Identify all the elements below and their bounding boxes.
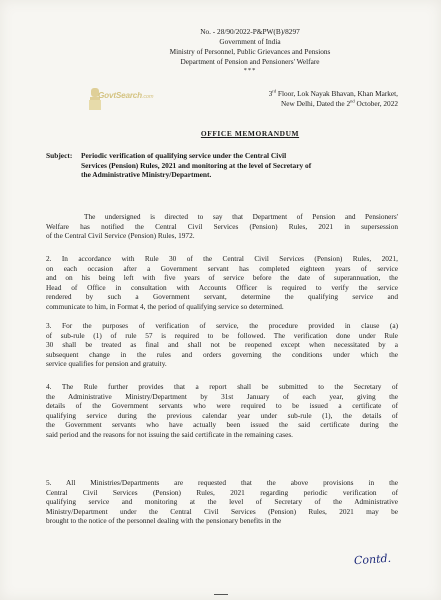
paragraph-5: [46, 478, 398, 526]
subject-line-2: Services (Pension) Rules, 2021 and monitoring at the level of Secretary of: [81, 160, 312, 170]
p5-line: brought to the notice of the personnel dealing with the pensionary benefits in the: [46, 516, 282, 526]
watermark-logo: [88, 86, 154, 114]
p2-line: 2. In accordance with Rule 30 of the Central Civil Services (Pension) Rules, 2021,: [46, 254, 398, 263]
p3-line: subsequent change in the rules and orders governing the conditions under which the: [46, 349, 398, 359]
p4-line: the Government servants who have actually been issued the said certificate during the: [46, 420, 398, 430]
p5-line: Central Civil Services (Pension) Rules, 2021 regarding periodic verification of: [46, 487, 398, 497]
date-line: New Delhi, Dated the 2nd October, 2022: [281, 98, 398, 108]
address-line: 3rd Floor, Lok Nayak Bhavan, Khan Market,: [268, 88, 398, 98]
logo-text: GovtSearch.com: [98, 91, 154, 100]
p3-line: 3. For the purposes of verification of service, the procedure provided in clause (a): [46, 321, 398, 330]
memo-title: OFFICE MEMORANDUM: [200, 129, 300, 138]
p1-line: The undersigned is directed to say that Department of Pension and Pensioners': [84, 212, 398, 221]
p1-line: of the Central Civil Service (Pension) Rules, 1972.: [46, 231, 195, 241]
subject-block: [46, 151, 398, 180]
ministry-line: Ministry of Personnel, Public Grievances and Pensions: [169, 47, 331, 56]
page-bottom-mark: [214, 594, 228, 595]
p5-line: qualifying service and monitoring at the level of Secretary of the Administrative: [46, 497, 398, 507]
p3-line: of sub-rule (1) of rule 57 is required to be followed. The verification done under Rule: [46, 330, 398, 340]
p1-line: Welfare has notified the Central Civil Services (Pension) Rules, 2021 in supersession: [46, 221, 398, 231]
p4-line: 4. The Rule further provides that a report shall be submitted to the Secretary of: [46, 382, 398, 391]
p2-line: on each occasion after a Government servant has completed eighteen years of service: [46, 263, 398, 273]
p2-line: rendered by such a Government servant, determine the qualifying service and: [46, 292, 398, 302]
government-line: Government of India: [219, 37, 281, 46]
p3-line: service qualifies for pension and gratuity.: [46, 359, 167, 369]
department-line: Department of Pension and Pensioners' Welfare: [180, 57, 320, 66]
p4-line: details of the Government servants who were required to be issued a certificate of: [46, 401, 398, 411]
p2-line: and on his being left with five years of service before the date of superannuation, the: [46, 273, 398, 283]
paragraph-2: [46, 254, 398, 312]
paragraph-1: [46, 212, 398, 241]
p4-line: the Administrative Ministry/Department by 31st January of each year, giving the: [46, 391, 398, 401]
p2-line: Head of Office in consultation with Accounts Officer is required to verify the service: [46, 282, 398, 292]
paragraph-4: [46, 382, 398, 440]
p4-line: qualifying service during the previous calendar year under sub-rule (1), the details of: [46, 410, 398, 420]
p4-line: said period and the reasons for not issuing the said certificate in the remaining cases.: [46, 429, 294, 439]
p2-line: communicate to him, in Format 4, the period of qualifying service so determined.: [46, 301, 284, 311]
continued-note: Contd.: [353, 551, 392, 568]
file-number: No. - 28/90/2022-P&PW(B)/8297: [200, 27, 300, 36]
p5-line: Ministry/Department under the Central Civil Services (Pension) Rules, 2021 may be: [46, 506, 398, 516]
p5-line: 5. All Ministries/Departments are requested that the above provisions in the: [46, 478, 398, 487]
subject-line-3: the Administrative Ministry/Department.: [81, 170, 212, 180]
subject-label: Subject:: [46, 151, 73, 160]
separator-stars: ***: [243, 67, 257, 74]
p3-line: 30 shall be treated as final and shall not be reopened except when necessitated by a: [46, 340, 398, 350]
subject-line-1: Periodic verification of qualifying service under the Central Civil: [81, 151, 287, 160]
paragraph-3: [46, 321, 398, 369]
